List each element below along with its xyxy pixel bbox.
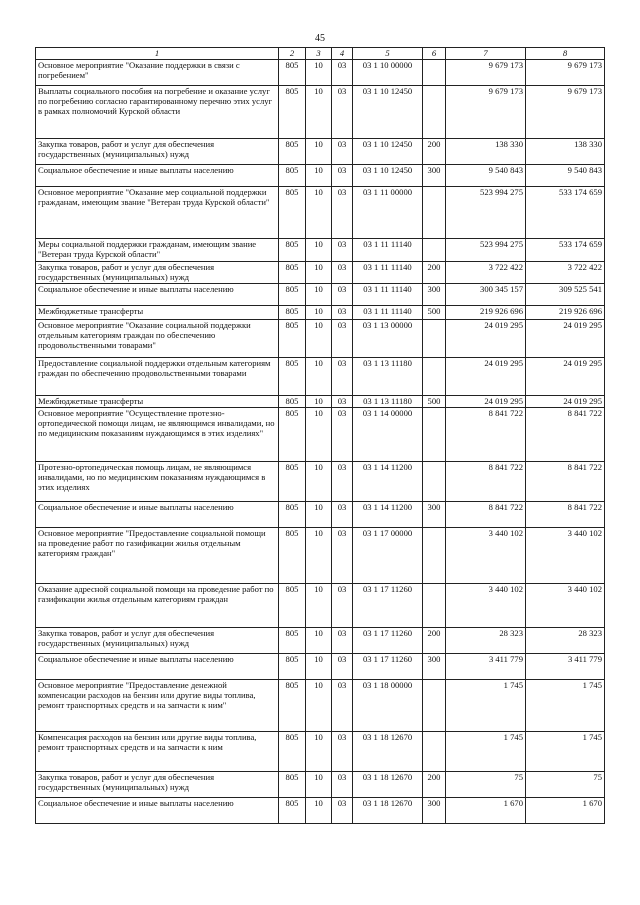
row-expense-type: 300: [423, 654, 446, 680]
row-grbs-code: 805: [279, 358, 306, 396]
table-row: [36, 239, 605, 262]
row-name: Основное мероприятие "Оказание социальной поддержки отдельным категориям граждан по обеспечению продовольственными товарами": [36, 320, 279, 358]
table-row: [36, 396, 605, 408]
row-section-code: 10: [306, 732, 332, 772]
row-amount-year2: 533 174 659: [526, 187, 605, 239]
row-name: Основное мероприятие "Предоставление социальной помощи на проведение работ по газификации жилья отдельным категориям граждан": [36, 528, 279, 584]
budget-table: [35, 47, 605, 824]
row-target-code: 03 1 17 11260: [353, 584, 423, 628]
table-row: [36, 306, 605, 320]
row-section-code: 10: [306, 262, 332, 284]
row-amount-year1: 138 330: [446, 139, 526, 165]
row-subsection-code: 03: [332, 584, 353, 628]
row-amount-year1: 219 926 696: [446, 306, 526, 320]
row-amount-year1: 300 345 157: [446, 284, 526, 306]
page-number: 45: [315, 33, 325, 44]
row-target-code: 03 1 10 12450: [353, 139, 423, 165]
row-section-code: 10: [306, 60, 332, 86]
row-amount-year2: 28 323: [526, 628, 605, 654]
table-row: [36, 86, 605, 139]
row-amount-year2: 3 440 102: [526, 528, 605, 584]
row-expense-type: 200: [423, 772, 446, 798]
row-target-code: 03 1 13 11180: [353, 358, 423, 396]
table-row: [36, 772, 605, 798]
row-amount-year2: 533 174 659: [526, 239, 605, 262]
row-expense-type: [423, 320, 446, 358]
row-amount-year2: 75: [526, 772, 605, 798]
row-name: Основное мероприятие "Осуществление протезно-ортопедической помощи лицам, не являющимся инвалидами, но по медицинским показаниям нуждающимся в этих изделиях": [36, 408, 279, 462]
row-expense-type: 500: [423, 306, 446, 320]
row-subsection-code: 03: [332, 139, 353, 165]
row-subsection-code: 03: [332, 528, 353, 584]
row-section-code: 10: [306, 320, 332, 358]
row-grbs-code: 805: [279, 462, 306, 502]
row-amount-year2: 219 926 696: [526, 306, 605, 320]
row-name: Закупка товаров, работ и услуг для обеспечения государственных (муниципальных) нужд: [36, 628, 279, 654]
row-subsection-code: 03: [332, 462, 353, 502]
row-subsection-code: 03: [332, 772, 353, 798]
row-grbs-code: 805: [279, 139, 306, 165]
row-expense-type: 300: [423, 284, 446, 306]
row-name: Закупка товаров, работ и услуг для обеспечения государственных (муниципальных) нужд: [36, 139, 279, 165]
row-expense-type: [423, 584, 446, 628]
row-grbs-code: 805: [279, 86, 306, 139]
row-amount-year1: 523 994 275: [446, 187, 526, 239]
row-amount-year2: 309 525 541: [526, 284, 605, 306]
row-subsection-code: 03: [332, 396, 353, 408]
row-target-code: 03 1 11 11140: [353, 284, 423, 306]
row-target-code: 03 1 14 11200: [353, 462, 423, 502]
row-name: Социальное обеспечение и иные выплаты населению: [36, 502, 279, 528]
row-target-code: 03 1 13 11180: [353, 396, 423, 408]
row-amount-year2: 1 745: [526, 732, 605, 772]
table-row: [36, 584, 605, 628]
row-section-code: 10: [306, 187, 332, 239]
row-expense-type: 500: [423, 396, 446, 408]
row-grbs-code: 805: [279, 320, 306, 358]
row-grbs-code: 805: [279, 408, 306, 462]
row-grbs-code: 805: [279, 772, 306, 798]
row-amount-year2: 1 745: [526, 680, 605, 732]
row-grbs-code: 805: [279, 680, 306, 732]
row-name: Предоставление социальной поддержки отдельным категориям граждан по обеспечению продовольственными товарами: [36, 358, 279, 396]
table-header-row: [36, 48, 605, 60]
row-name: Компенсация расходов на бензин или другие виды топлива, ремонт транспортных средств и на запчасти к ним: [36, 732, 279, 772]
row-grbs-code: 805: [279, 654, 306, 680]
row-amount-year1: 8 841 722: [446, 462, 526, 502]
row-target-code: 03 1 14 11200: [353, 502, 423, 528]
row-subsection-code: 03: [332, 798, 353, 824]
table-row: [36, 60, 605, 86]
row-section-code: 10: [306, 772, 332, 798]
row-expense-type: 300: [423, 502, 446, 528]
row-section-code: 10: [306, 408, 332, 462]
row-amount-year1: 75: [446, 772, 526, 798]
table-row: [36, 320, 605, 358]
table-row: [36, 680, 605, 732]
row-name: Протезно-ортопедическая помощь лицам, не являющимся инвалидами, но по медицинским показаниям нуждающимся в этих изделиях: [36, 462, 279, 502]
row-section-code: 10: [306, 284, 332, 306]
row-subsection-code: 03: [332, 284, 353, 306]
table-row: [36, 732, 605, 772]
row-expense-type: [423, 86, 446, 139]
row-subsection-code: 03: [332, 680, 353, 732]
row-amount-year2: 8 841 722: [526, 408, 605, 462]
row-name: Закупка товаров, работ и услуг для обеспечения государственных (муниципальных) нужд: [36, 772, 279, 798]
row-name: Меры социальной поддержки гражданам, имеющим звание "Ветеран труда Курской области": [36, 239, 279, 262]
col-header-amount-year1: 7: [446, 48, 526, 60]
row-grbs-code: 805: [279, 528, 306, 584]
row-name: Социальное обеспечение и иные выплаты населению: [36, 284, 279, 306]
row-amount-year2: 138 330: [526, 139, 605, 165]
row-amount-year1: 8 841 722: [446, 408, 526, 462]
row-section-code: 10: [306, 680, 332, 732]
row-grbs-code: 805: [279, 239, 306, 262]
row-amount-year1: 3 440 102: [446, 528, 526, 584]
table-body: [36, 60, 605, 824]
row-name: Выплаты социального пособия на погребение и оказание услуг по погребению согласно гарантированному перечню этих услуг в рамках полномочий Курской области: [36, 86, 279, 139]
row-amount-year1: 1 670: [446, 798, 526, 824]
row-expense-type: [423, 187, 446, 239]
row-amount-year2: 9 679 173: [526, 60, 605, 86]
table-row: [36, 628, 605, 654]
row-expense-type: [423, 680, 446, 732]
row-section-code: 10: [306, 358, 332, 396]
row-subsection-code: 03: [332, 187, 353, 239]
col-header-section: 3: [306, 48, 332, 60]
row-amount-year2: 24 019 295: [526, 320, 605, 358]
row-amount-year2: 24 019 295: [526, 358, 605, 396]
row-name: Межбюджетные трансферты: [36, 306, 279, 320]
row-amount-year2: 1 670: [526, 798, 605, 824]
table-row: [36, 502, 605, 528]
row-amount-year2: 24 019 295: [526, 396, 605, 408]
row-amount-year1: 9 679 173: [446, 86, 526, 139]
row-target-code: 03 1 10 12450: [353, 86, 423, 139]
table-row: [36, 408, 605, 462]
row-section-code: 10: [306, 86, 332, 139]
table-row: [36, 798, 605, 824]
row-subsection-code: 03: [332, 732, 353, 772]
row-section-code: 10: [306, 396, 332, 408]
row-target-code: 03 1 10 12450: [353, 165, 423, 187]
row-amount-year1: 3 411 779: [446, 654, 526, 680]
table-row: [36, 187, 605, 239]
row-expense-type: [423, 239, 446, 262]
row-subsection-code: 03: [332, 86, 353, 139]
row-section-code: 10: [306, 654, 332, 680]
row-grbs-code: 805: [279, 165, 306, 187]
row-target-code: 03 1 18 12670: [353, 732, 423, 772]
row-target-code: 03 1 17 00000: [353, 528, 423, 584]
row-expense-type: 300: [423, 165, 446, 187]
row-expense-type: 200: [423, 139, 446, 165]
row-expense-type: [423, 60, 446, 86]
row-name: Социальное обеспечение и иные выплаты населению: [36, 654, 279, 680]
row-target-code: 03 1 17 11260: [353, 654, 423, 680]
row-grbs-code: 805: [279, 187, 306, 239]
row-target-code: 03 1 18 00000: [353, 680, 423, 732]
row-section-code: 10: [306, 584, 332, 628]
row-subsection-code: 03: [332, 306, 353, 320]
row-amount-year2: 9 540 843: [526, 165, 605, 187]
row-grbs-code: 805: [279, 502, 306, 528]
row-expense-type: [423, 528, 446, 584]
row-grbs-code: 805: [279, 798, 306, 824]
row-amount-year1: 9 540 843: [446, 165, 526, 187]
row-section-code: 10: [306, 165, 332, 187]
row-amount-year1: 24 019 295: [446, 358, 526, 396]
row-grbs-code: 805: [279, 584, 306, 628]
col-header-subsection: 4: [332, 48, 353, 60]
col-header-amount-year2: 8: [526, 48, 605, 60]
row-section-code: 10: [306, 306, 332, 320]
row-subsection-code: 03: [332, 408, 353, 462]
table-row: [36, 165, 605, 187]
row-target-code: 03 1 17 11260: [353, 628, 423, 654]
row-grbs-code: 805: [279, 60, 306, 86]
table-row: [36, 284, 605, 306]
row-amount-year1: 3 722 422: [446, 262, 526, 284]
row-subsection-code: 03: [332, 654, 353, 680]
row-expense-type: [423, 462, 446, 502]
row-subsection-code: 03: [332, 358, 353, 396]
row-amount-year1: 523 994 275: [446, 239, 526, 262]
table-row: [36, 462, 605, 502]
row-section-code: 10: [306, 239, 332, 262]
row-subsection-code: 03: [332, 628, 353, 654]
row-section-code: 10: [306, 502, 332, 528]
row-grbs-code: 805: [279, 306, 306, 320]
row-amount-year1: 9 679 173: [446, 60, 526, 86]
row-expense-type: [423, 408, 446, 462]
col-header-expense-type: 6: [423, 48, 446, 60]
row-target-code: 03 1 11 11140: [353, 306, 423, 320]
row-name: Основное мероприятие "Оказание мер социальной поддержки гражданам, имеющим звание "Ветеран труда Курской области": [36, 187, 279, 239]
table-row: [36, 654, 605, 680]
row-subsection-code: 03: [332, 502, 353, 528]
col-header-grbs: 2: [279, 48, 306, 60]
row-section-code: 10: [306, 628, 332, 654]
row-amount-year1: 8 841 722: [446, 502, 526, 528]
row-name: Закупка товаров, работ и услуг для обеспечения государственных (муниципальных) нужд: [36, 262, 279, 284]
row-target-code: 03 1 13 00000: [353, 320, 423, 358]
row-amount-year2: 9 679 173: [526, 86, 605, 139]
row-amount-year1: 1 745: [446, 732, 526, 772]
row-expense-type: [423, 358, 446, 396]
row-target-code: 03 1 11 00000: [353, 187, 423, 239]
row-amount-year2: 3 722 422: [526, 262, 605, 284]
row-amount-year1: 28 323: [446, 628, 526, 654]
row-target-code: 03 1 18 12670: [353, 772, 423, 798]
row-grbs-code: 805: [279, 262, 306, 284]
row-section-code: 10: [306, 798, 332, 824]
row-amount-year2: 8 841 722: [526, 462, 605, 502]
table-row: [36, 262, 605, 284]
row-subsection-code: 03: [332, 60, 353, 86]
table-row: [36, 139, 605, 165]
row-subsection-code: 03: [332, 239, 353, 262]
row-amount-year2: 3 440 102: [526, 584, 605, 628]
row-grbs-code: 805: [279, 628, 306, 654]
col-header-target-code: 5: [353, 48, 423, 60]
row-amount-year1: 24 019 295: [446, 320, 526, 358]
row-name: Межбюджетные трансферты: [36, 396, 279, 408]
row-grbs-code: 805: [279, 396, 306, 408]
row-amount-year1: 1 745: [446, 680, 526, 732]
row-subsection-code: 03: [332, 165, 353, 187]
row-amount-year2: 8 841 722: [526, 502, 605, 528]
row-target-code: 03 1 10 00000: [353, 60, 423, 86]
row-target-code: 03 1 11 11140: [353, 239, 423, 262]
row-expense-type: [423, 732, 446, 772]
row-amount-year2: 3 411 779: [526, 654, 605, 680]
row-name: Социальное обеспечение и иные выплаты населению: [36, 798, 279, 824]
row-section-code: 10: [306, 462, 332, 502]
row-amount-year1: 24 019 295: [446, 396, 526, 408]
table-row: [36, 528, 605, 584]
row-target-code: 03 1 11 11140: [353, 262, 423, 284]
row-subsection-code: 03: [332, 320, 353, 358]
row-name: Оказание адресной социальной помощи на проведение работ по газификации жилья отдельным категориям граждан: [36, 584, 279, 628]
row-target-code: 03 1 14 00000: [353, 408, 423, 462]
col-header-name: 1: [36, 48, 279, 60]
row-expense-type: 300: [423, 798, 446, 824]
row-subsection-code: 03: [332, 262, 353, 284]
row-amount-year1: 3 440 102: [446, 584, 526, 628]
row-section-code: 10: [306, 528, 332, 584]
row-name: Социальное обеспечение и иные выплаты населению: [36, 165, 279, 187]
row-expense-type: 200: [423, 262, 446, 284]
row-grbs-code: 805: [279, 284, 306, 306]
row-target-code: 03 1 18 12670: [353, 798, 423, 824]
row-section-code: 10: [306, 139, 332, 165]
table-row: [36, 358, 605, 396]
row-name: Основное мероприятие "Предоставление денежной компенсации расходов на бензин или другие виды топлива, ремонт транспортных средств и на запчасти к ним": [36, 680, 279, 732]
row-name: Основное мероприятие "Оказание поддержки в связи с погребением": [36, 60, 279, 86]
row-expense-type: 200: [423, 628, 446, 654]
row-grbs-code: 805: [279, 732, 306, 772]
